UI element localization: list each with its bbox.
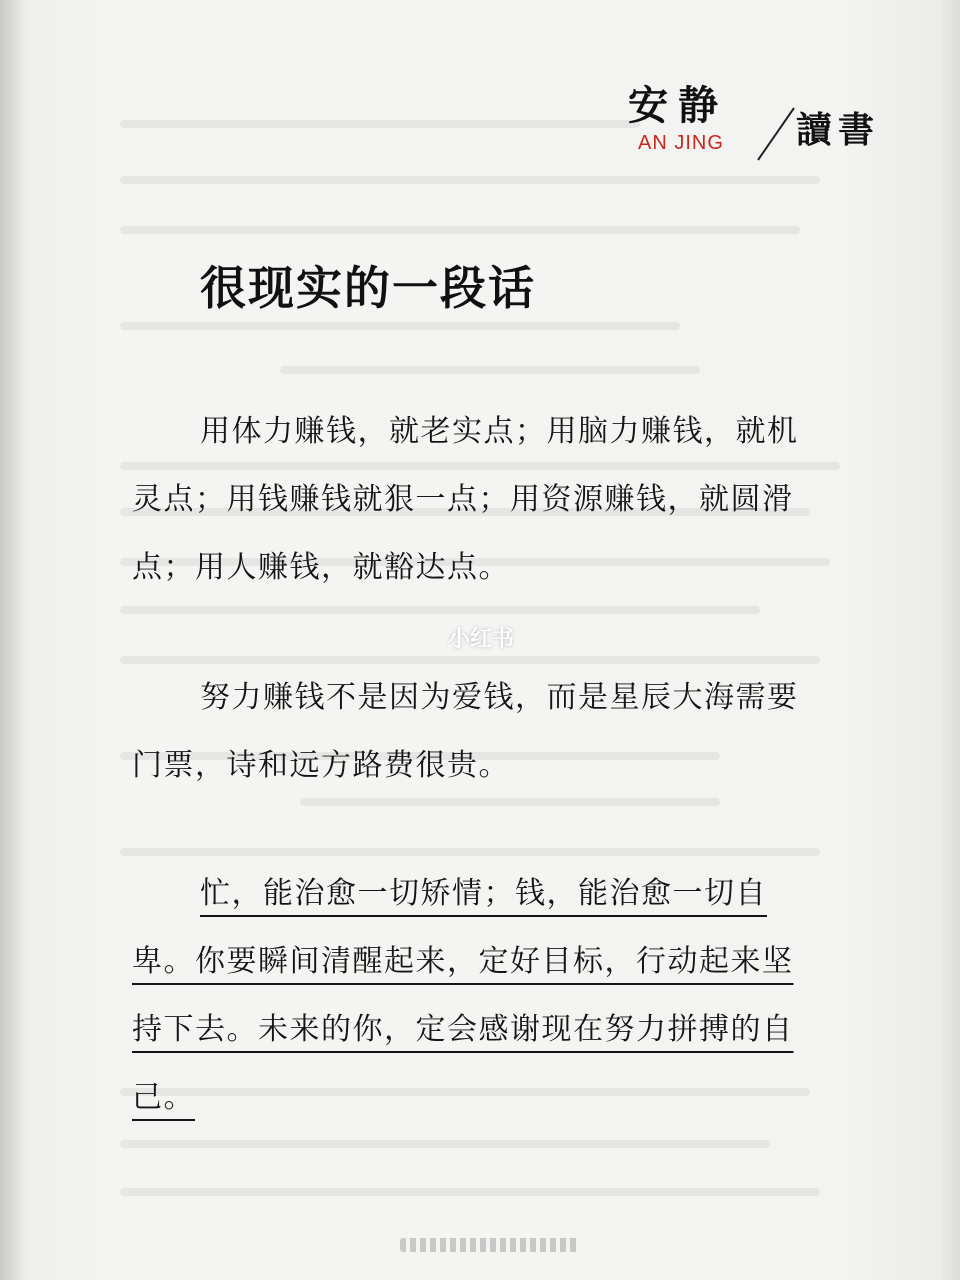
- logo-sub-text: AN JING: [638, 132, 724, 154]
- page-title: 很现实的一段话: [200, 261, 536, 315]
- paragraph-1: 用体力赚钱，就老实点；用脑力赚钱，就机灵点；用钱赚钱就狠一点；用资源赚钱，就圆滑点；用人赚钱，就豁达点。: [132, 414, 799, 585]
- bottom-blur-artifact: [400, 1238, 580, 1252]
- logo-main-text: 安静: [628, 82, 728, 129]
- watermark: 小红书: [448, 627, 515, 652]
- logo-right-text: 讀書: [796, 109, 881, 151]
- underlined-text: 忙，能治愈一切矫情；钱，能治愈一切自卑。你要瞬间清醒起来，定好目标，行动起来坚持下去。未来的你，定会感谢现在努力拼搏的自己。: [132, 876, 794, 1115]
- publisher-logo: [628, 74, 898, 164]
- page-spine-shadow: [0, 0, 22, 1280]
- paragraph-3-underlined: [132, 860, 820, 1132]
- paragraph-2: 努力赚钱不是因为爱钱，而是星辰大海需要门票，诗和远方路费很贵。: [132, 680, 799, 783]
